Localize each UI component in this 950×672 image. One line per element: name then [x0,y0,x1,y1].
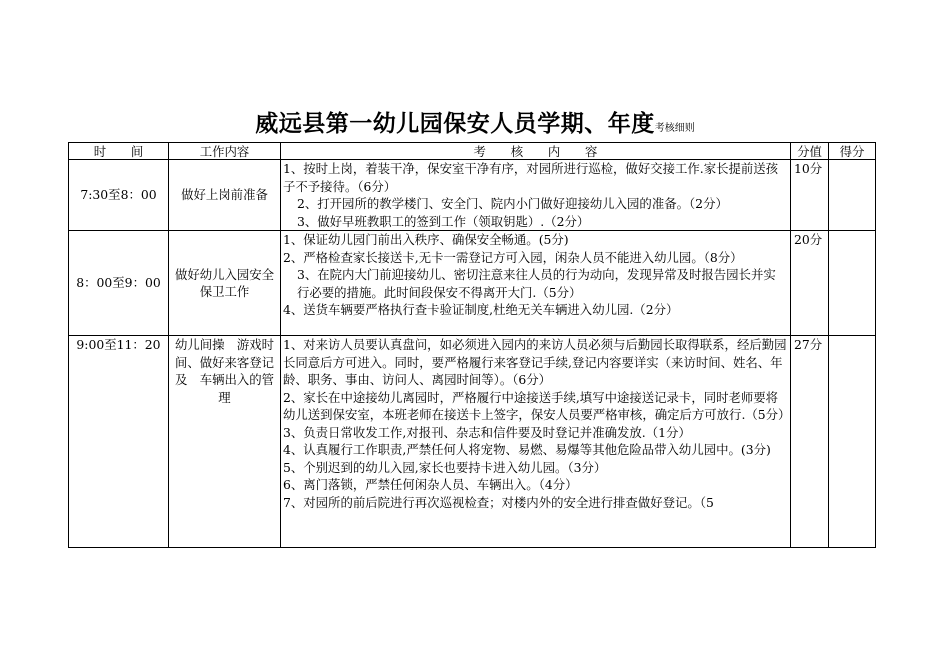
content-item: 2、家长在中途接幼儿离园时，严格履行中途接送手续,填写中途接送记录卡，同时老师要将幼儿送到保安室，本班老师在接送卡上签字，保安人员要严格审核，确定后方可放行.（5分） [283,389,791,422]
row-work: 幼儿间操 游戏时间、做好来客登记及 车辆出入的管理 [169,336,281,548]
content-item: 2、严格检查家长接送卡,无卡一需登记方可入园，闲杂人员不能进入幼儿园。（8分） [283,249,743,265]
row-time: 7:30至8：00 [69,160,169,231]
content-item: 5、个别迟到的幼儿入园,家长也要持卡进入幼儿园。（3分） [283,459,607,475]
row-score: 10分 [791,160,829,231]
row-time: 9:00至11：20 [69,336,169,548]
header-score: 分值 [791,143,829,160]
row-content [281,160,791,231]
title-main: 威远县第一幼儿园保安人员学期、年度 [255,110,655,137]
content-item: 1、按时上岗，着装干净，保安室干净有序，对园所进行巡检，做好交接工作.家长提前送孩子不予接待。（6分） [283,161,779,194]
row-content [281,336,791,548]
table-row [69,160,876,231]
content-item: 3、负责日常收发工作,对报刊、杂志和信件要及时登记并准确发放.（1分） [283,424,691,440]
row-score: 20分 [791,231,829,336]
row-score: 27分 [791,336,829,548]
content-item: 2、打开园所的教学楼门、安全门、院内小门做好迎接幼儿入园的准备。（2分） [297,196,728,211]
header-time: 时 间 [69,143,169,160]
row-points [829,231,876,336]
content-item: 4、认真履行工作职责,严禁任何人将宠物、易燃、易爆等其他危险品带入幼儿园中。(3分) [283,442,771,457]
content-item: 7、对园所的前后院进行再次巡视检查；对楼内外的安全进行排查做好登记。（5 [283,494,714,510]
header-content: 考 核 内 容 [281,143,791,160]
header-work: 工作内容 [169,143,281,160]
content-item: 6、离门落锁，严禁任何闲杂人员、车辆出入。（4分） [283,477,578,492]
content-item: 4、送货车辆要严格执行查卡验证制度,杜绝无关车辆进入幼儿园.（2分） [283,302,679,317]
row-content [281,231,791,336]
assessment-table [68,142,876,548]
title-suffix: 考核细则 [654,123,695,134]
row-points [829,336,876,548]
row-points [829,160,876,231]
row-work: 做好幼儿入园安全保卫工作 [169,231,281,336]
header-points: 得分 [829,143,876,160]
table-header-row [69,143,876,160]
document-title [0,110,950,143]
content-item: 1、对来访人员要认真盘问，如必须进入园内的来访人员必须与后勤园长取得联系，经后勤园长同意后方可进入。同时，要严格履行来客登记手续,登记内容要详实（来访时间、姓名、年龄、职务、事由、访问人、离园时间等）。（6分） [283,337,787,387]
content-item: 1、保证幼儿园门前出入秩序、确保安全畅通。(5分) [283,232,569,247]
content-item: 3、在院内大门前迎接幼儿、密切注意来往人员的行为动向，发现异常及时报告园长并实行必要的措施。此时间段保安不得离开大门.（5分） [297,267,776,300]
row-time: 8：00至9：00 [69,231,169,336]
content-item: 3、做好早班教职工的签到工作（领取钥匙）.（2分） [297,213,590,229]
row-work: 做好上岗前准备 [169,160,281,231]
table-row [69,231,876,336]
table-row [69,336,876,548]
